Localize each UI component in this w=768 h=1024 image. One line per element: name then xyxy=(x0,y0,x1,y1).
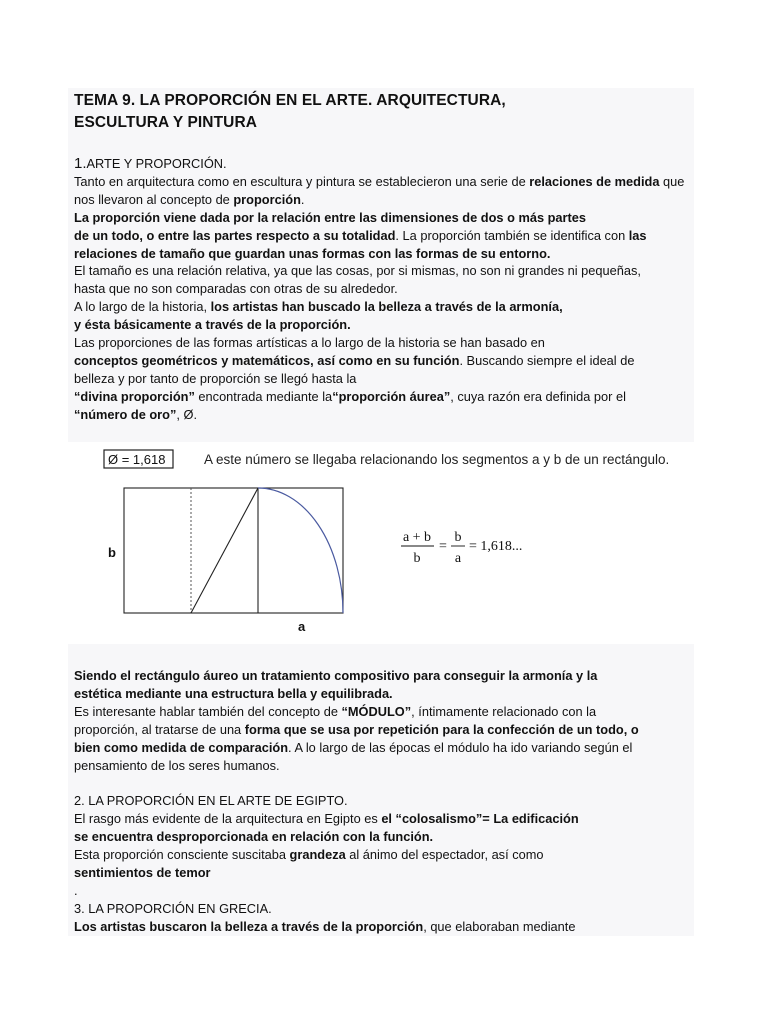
size-paragraph: El tamaño es una relación relativa, ya que las cosas, por si mismas, no son ni grandes ni pequeñas, hasta que no son comparadas con otras de su alrededor. xyxy=(74,263,641,297)
eq-result: = 1,618... xyxy=(469,539,523,554)
label-b: b xyxy=(108,545,116,560)
golden-rectangle xyxy=(124,488,343,613)
section-2-heading: 2. LA PROPORCIÓN EN EL ARTE DE EGIPTO. xyxy=(74,793,348,809)
section-1-paragraph: Tanto en arquitectura como en escultura y pintura se establecieron una serie de relaciones de medida que nos llevaron al concepto de proporción. xyxy=(74,173,685,207)
section-1 xyxy=(74,155,694,424)
section-1-heading: 1.ARTE Y PROPORCIÓN. xyxy=(74,155,227,172)
eq-numerator-2: b xyxy=(454,530,462,545)
proportion-definition: La proporción viene dada por la relación entre las dimensiones de dos o más partes de un todo, o entre las partes respecto a su totalidad. La proporción también se identifica con las relaciones de tamaño que guardan unas formas con las formas de su entorno. xyxy=(74,209,647,261)
golden-rectangle-paragraph: Siendo el rectángulo áureo un tratamiento compositivo para conseguir la armonía y la estética mediante una estructura bella y equilibrada. xyxy=(74,668,598,701)
golden-rectangle-figure xyxy=(68,442,694,644)
title-line-2: ESCULTURA Y PINTURA xyxy=(74,114,258,131)
section-3-heading: 3. LA PROPORCIÓN EN GRECIA. xyxy=(74,900,272,916)
eq-denominator-1: b xyxy=(413,551,421,566)
golden-arc xyxy=(258,488,343,613)
dot-line: . xyxy=(74,882,78,898)
greece-paragraph: Los artistas buscaron la belleza a través de la proporción, que elaboraban mediante xyxy=(74,918,576,934)
eq-denominator-2: a xyxy=(454,551,462,566)
history-paragraph: A lo largo de la historia, los artistas han buscado la belleza a través de la armonía, y ésta básicamente a través de la proporción. xyxy=(74,299,563,333)
document-title xyxy=(74,90,694,134)
diagonal-line xyxy=(191,488,258,613)
phi-value: Ø = 1,618 xyxy=(108,452,166,467)
title-line-1: TEMA 9. LA PROPORCIÓN EN EL ARTE. ARQUITECTURA, xyxy=(74,92,506,109)
forms-paragraph: Las proporciones de las formas artísticas a lo largo de la historia se han basado en conceptos geométricos y matemáticos, así como en su función. Buscando siempre el ideal de belleza y por tanto de proporción se llegó hasta la “divina proporción” encontrada mediante la“proporción áurea”, cuya razón era definida por el “número de oro”, Ø. xyxy=(74,335,635,422)
spacer xyxy=(74,774,694,792)
section-1-continued xyxy=(74,667,694,936)
egypt-paragraph: El rasgo más evidente de la arquitectura en Egipto es el “colosalismo”= La edificación se encuentra desproporcionada en relación con la función. Esta proporción consciente suscitaba grandeza al ánimo del espectador, así como sentimientos de temor xyxy=(74,811,579,880)
label-a: a xyxy=(298,619,306,634)
eq-numerator-1: a + b xyxy=(402,530,432,545)
golden-ratio-equation xyxy=(401,530,522,566)
golden-rectangle-svg xyxy=(68,442,694,644)
module-paragraph: Es interesante hablar también del concepto de “MÓDULO”, íntimamente relacionado con la proporción, al tratarse de una forma que se usa por repetición para la confección de un todo, o bien como medida de comparación. A lo largo de las épocas el módulo ha ido variando según el pensamiento de los seres humanos. xyxy=(74,703,639,773)
eq-equals: = xyxy=(439,539,447,554)
figure-caption: A este número se llegaba relacionando los segmentos a y b de un rectángulo. xyxy=(204,452,670,467)
